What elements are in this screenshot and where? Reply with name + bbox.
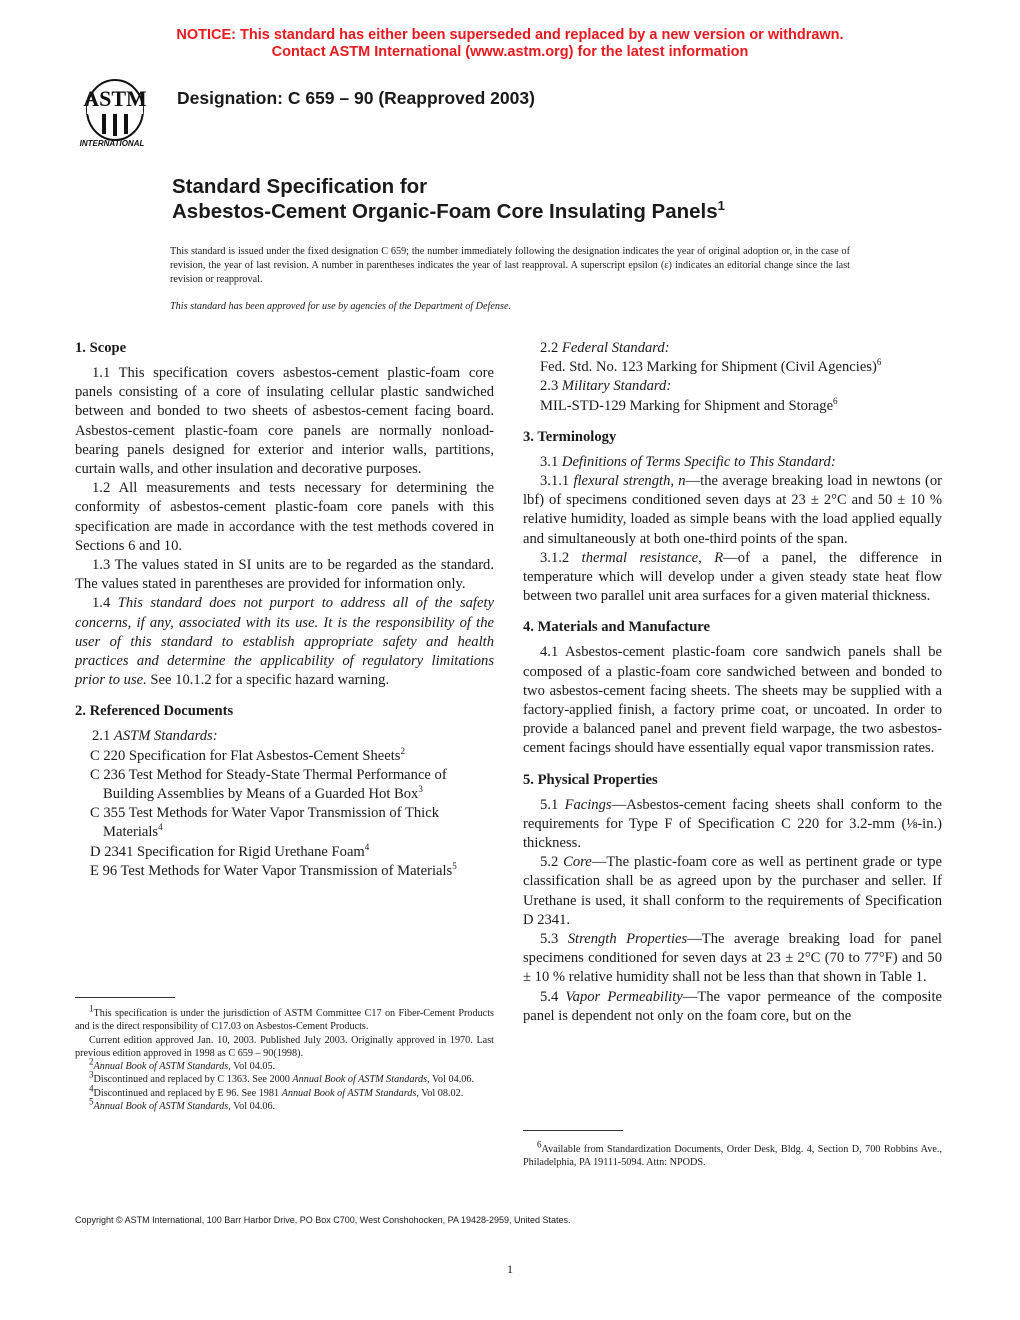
- paragraph-1-3: 1.3 The values stated in SI units are to be regarded as the standard. The values stated in parentheses are provided for information only.: [75, 557, 494, 593]
- paragraph-3-1-2: 3.1.2 thermal resistance, R—of a panel, the difference in temperature which will develop under a given steady state heat flow between two parallel unit area surfaces for a given material thickness.: [523, 549, 943, 605]
- reference-item: C 220 Specification for Flat Asbestos-Cement Sheets$^2$: [90, 745, 405, 764]
- footnotes-right: [523, 1139, 942, 1170]
- title-line-1: Standard Specification for: [172, 175, 428, 198]
- reference-item: C 236 Test Method for Steady-State Thermal Performance of Building Assemblies by Means of a Guarded Hot Box$^3$: [90, 766, 447, 803]
- paragraph-1-2: 1.2 All measurements and tests necessary for determining the conformity of asbestos-cement plastic-foam core panels with this specification are made in accordance with the test methods covered in Sections 6 and 10.: [75, 480, 494, 554]
- paragraph-4-1: 4.1 Asbestos-cement plastic-foam core sandwich panels shall be composed of a plastic-foam core sandwiched between and bonded to two asbestos-cement facing sheets. The sheets may be supplied with a factory-applied finish, a factory prime coat, or uncoated. In order to provide a balanced panel and prevent field warpage, the two asbestos-cement facings should have essentially equal vapor transmission rates.: [523, 644, 942, 757]
- section-heading-physical-properties: 5. Physical Properties: [523, 771, 658, 788]
- paragraph-5-3: 5.3 Strength Properties—The average breaking load for panel specimens conditioned for seven days at 23 ± 2°C (70 to 77°F) and 50 ± 10 % relative humidity shall not be less than that shown in Table 1.: [523, 931, 942, 986]
- footnote-divider: [523, 1130, 623, 1131]
- section-heading-terminology: 3. Terminology: [523, 428, 617, 445]
- astm-standards-label: 2.1 ASTM Standards:: [92, 728, 218, 745]
- document-title: [172, 174, 725, 224]
- logo-caption: INTERNATIONAL: [79, 139, 145, 148]
- reference-item: D 2341 Specification for Rigid Urethane Foam$^4$: [90, 841, 370, 860]
- astm-logo-icon: [66, 76, 164, 150]
- footnote-5: $^5$Annual Book of ASTM Standards, Vol 04.06.: [89, 1096, 276, 1113]
- page-number: 1: [507, 1262, 513, 1276]
- title-line-2: Asbestos-Cement Organic-Foam Core Insulating Panels$^1$: [172, 198, 725, 223]
- footnotes-left: [75, 1003, 494, 1113]
- paragraph-5-2: 5.2 Core—The plastic-foam core as well as pertinent grade or type classification shall be as agreed upon by the purchaser and seller. If Urethane is used, it shall conform to the requirements of Specification D 2341.: [523, 854, 942, 928]
- footnote-divider: [75, 997, 175, 998]
- footnote-1-edition: Current edition approved Jan. 10, 2003. Published July 2003. Originally approved in 1970. Last previous edition approved in 1998 as C 659 – 90(1998).: [75, 1034, 494, 1059]
- section-heading-referenced-documents: 2. Referenced Documents: [75, 703, 234, 720]
- paragraph-5-1: 5.1 Facings—Asbestos-cement facing sheets shall conform to the requirements for Type F of Specification C 220 for 3.2-mm (⅛-in.) thickness.: [523, 796, 942, 852]
- issuance-note: This standard is issued under the fixed designation C 659; the number immediately following the designation indicates the year of original adoption or, in the case of revision, the year of last revision. A number in parentheses indicates the year of last reapproval. A superscript epsilon (ε) indicates an editorial change since the last revision or reapproval.: [170, 246, 850, 285]
- notice-line-1: NOTICE: This standard has either been superseded and replaced by a new version or withdrawn.: [176, 27, 844, 43]
- paragraph-5-4: 5.4 Vapor Permeability—The vapor permeance of the composite panel is dependent not only on the foam core, but on the: [523, 988, 942, 1024]
- copyright-line: Copyright © ASTM International, 100 Barr Harbor Drive, PO Box C700, West Conshohocken, PA 19428-2959, United States.: [75, 1215, 571, 1225]
- logo-letters: ASTM: [83, 86, 147, 111]
- notice-line-2: Contact ASTM International (www.astm.org) for the latest information: [271, 44, 749, 60]
- section-heading-scope: 1. Scope: [75, 340, 127, 356]
- reference-item: E 96 Test Methods for Water Vapor Transmission of Materials$^5$: [90, 861, 457, 879]
- reference-item: MIL-STD-129 Marking for Shipment and Storage$^6$: [540, 395, 838, 414]
- footnote-2: $^2$Annual Book of ASTM Standards, Vol 04.05.: [89, 1056, 276, 1073]
- paragraph-3-1: 3.1 Definitions of Terms Specific to This Standard:: [540, 453, 836, 470]
- left-column: [75, 339, 494, 881]
- footnote-4: $^4$Discontinued and replaced by E 96. See 1981 Annual Book of ASTM Standards, Vol 08.02.: [89, 1083, 464, 1099]
- notice-banner: [0, 27, 1020, 61]
- reference-item: C 355 Test Methods for Water Vapor Transmission of Thick Materials$^4$: [90, 805, 439, 841]
- section-heading-materials: 4. Materials and Manufacture: [523, 619, 710, 636]
- right-column: [523, 339, 942, 1026]
- designation: Designation: C 659 – 90 (Reapproved 2003): [177, 88, 535, 108]
- paragraph-3-1-1: 3.1.1 flexural strength, n—the average breaking load in newtons (or lbf) of specimens conditioned seven days at 23 ± 2°C and 50 ± 10 % relative humidity, loaded as simple beans with the load applied equally and simultaneously at both one-third points of the span.: [523, 473, 942, 547]
- reference-item: Fed. Std. No. 123 Marking for Shipment (Civil Agencies)$^6$: [540, 357, 882, 376]
- footnote-6: $^6$Available from Standardization Documents, Order Desk, Bldg. 4, Section D, 700 Robbins Ave., Philadelphia, PA 19111-5094. Attn: NPODS.: [523, 1139, 942, 1169]
- paragraph-1-4: 1.4 This standard does not purport to address all of the safety concerns, if any, associated with its use. It is the responsibility of the user of this standard to establish appropriate safety and health practices and determine the applicability of regulatory limitations prior to use. See 10.1.2 for a specific hazard warning.: [75, 595, 494, 689]
- military-standard-label: 2.3 Military Standard:: [540, 378, 672, 395]
- dod-approval-note: This standard has been approved for use by agencies of the Department of Defense.: [170, 301, 512, 312]
- footnote-1: $^1$This specification is under the jurisdiction of ASTM Committee C17 on Fiber-Cement Products and is the direct responsibility of C17.03 on Asbestos-Cement Products.: [75, 1003, 494, 1033]
- footnote-3: $^3$Discontinued and replaced by C 1363. See 2000 Annual Book of ASTM Standards, Vol 04.06.: [89, 1070, 475, 1086]
- paragraph-1-1: 1.1 This specification covers asbestos-cement plastic-foam core panels consisting of a core of insulating cellular plastic sandwiched between and bonded to two sheets of asbestos-cement facing board. Asbestos-cement plastic-foam core panels are normally nonload-bearing panels designed for exterior and interior walls, partitions, curtain walls, and other insulation and decorative purposes.: [75, 365, 494, 478]
- federal-standard-label: 2.2 Federal Standard:: [540, 340, 670, 356]
